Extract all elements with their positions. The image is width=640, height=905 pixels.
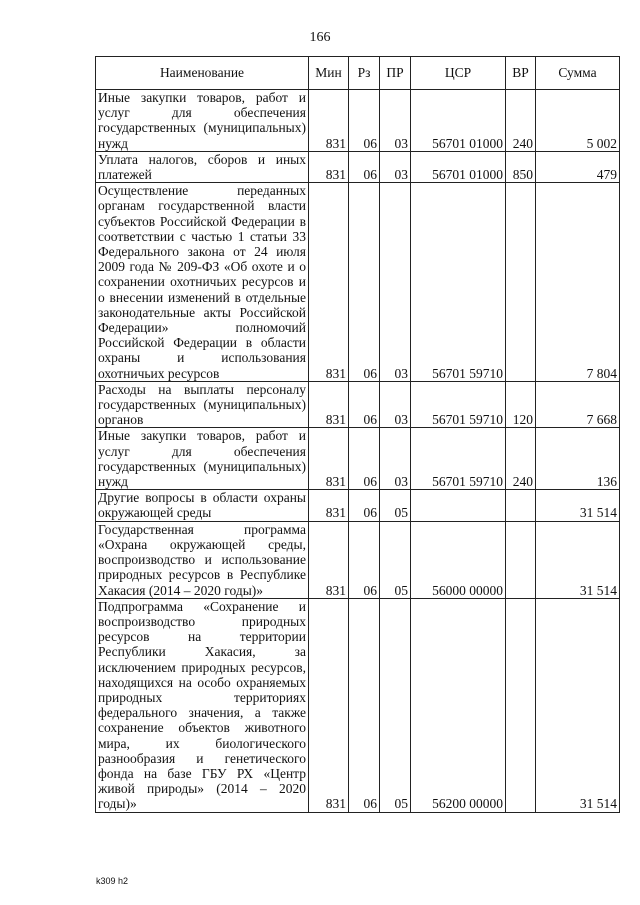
row-csr: 56701 59710 bbox=[411, 428, 506, 490]
row-vr: 120 bbox=[506, 381, 536, 428]
row-name: Иные закупки товаров, работ и услуг для обеспечения государственных (муниципальных) нужд bbox=[96, 90, 309, 152]
row-pr: 03 bbox=[380, 90, 411, 152]
row-sum: 31 514 bbox=[536, 490, 620, 521]
row-rz: 06 bbox=[349, 381, 380, 428]
row-vr bbox=[506, 598, 536, 812]
budget-table bbox=[95, 56, 620, 813]
row-csr: 56701 59710 bbox=[411, 381, 506, 428]
row-vr bbox=[506, 183, 536, 382]
header-vr: ВР bbox=[506, 57, 536, 90]
row-min: 831 bbox=[309, 151, 349, 182]
row-rz: 06 bbox=[349, 151, 380, 182]
row-pr: 05 bbox=[380, 598, 411, 812]
row-min: 831 bbox=[309, 381, 349, 428]
row-name: Другие вопросы в области охраны окружающей среды bbox=[96, 490, 309, 521]
row-rz: 06 bbox=[349, 490, 380, 521]
row-pr: 05 bbox=[380, 521, 411, 598]
row-pr: 05 bbox=[380, 490, 411, 521]
row-name: Осуществление переданных органам государственной власти субъектов Российской Федерации в соответствии с частью 1 статьи 33 Федерального закона от 24 июля 2009 года № 209-ФЗ «Об охоте и о сохранении охотничьих ресурсов и о внесении изменений в отдельные законодательные акты Российской Федерации» полномочий Российской Федерации в области охраны и использования охотничьих ресурсов bbox=[96, 183, 309, 382]
row-sum: 7 804 bbox=[536, 183, 620, 382]
row-sum: 7 668 bbox=[536, 381, 620, 428]
table-row bbox=[96, 381, 620, 428]
row-sum: 479 bbox=[536, 151, 620, 182]
row-csr bbox=[411, 490, 506, 521]
row-vr bbox=[506, 490, 536, 521]
row-csr: 56200 00000 bbox=[411, 598, 506, 812]
table-row bbox=[96, 183, 620, 382]
row-sum: 31 514 bbox=[536, 598, 620, 812]
row-vr: 240 bbox=[506, 90, 536, 152]
row-sum: 31 514 bbox=[536, 521, 620, 598]
row-rz: 06 bbox=[349, 183, 380, 382]
row-min: 831 bbox=[309, 490, 349, 521]
row-csr: 56000 00000 bbox=[411, 521, 506, 598]
header-sum: Сумма bbox=[536, 57, 620, 90]
row-min: 831 bbox=[309, 183, 349, 382]
row-name: Расходы на выплаты персоналу государственных (муниципальных) органов bbox=[96, 381, 309, 428]
row-rz: 06 bbox=[349, 598, 380, 812]
table-row bbox=[96, 428, 620, 490]
header-rz: Рз bbox=[349, 57, 380, 90]
row-rz: 06 bbox=[349, 90, 380, 152]
row-name: Подпрограмма «Сохранение и воспроизводство природных ресурсов на территории Республики Хакасия, за исключением природных ресурсов, находящихся на особо охраняемых природных территориях федерального значения, а также сохранение объектов животного мира, их биологического разнообразия и генетического фонда на базе ГБУ РХ «Центр живой природы» (2014 – 2020 годы)» bbox=[96, 598, 309, 812]
row-pr: 03 bbox=[380, 183, 411, 382]
table-row bbox=[96, 490, 620, 521]
table-row bbox=[96, 521, 620, 598]
row-csr: 56701 01000 bbox=[411, 90, 506, 152]
row-csr: 56701 01000 bbox=[411, 151, 506, 182]
row-rz: 06 bbox=[349, 521, 380, 598]
table-header-row bbox=[96, 57, 620, 90]
page-number: 166 bbox=[309, 30, 331, 45]
row-min: 831 bbox=[309, 90, 349, 152]
row-pr: 03 bbox=[380, 428, 411, 490]
row-min: 831 bbox=[309, 428, 349, 490]
row-min: 831 bbox=[309, 598, 349, 812]
row-vr bbox=[506, 521, 536, 598]
header-csr: ЦСР bbox=[411, 57, 506, 90]
row-vr: 240 bbox=[506, 428, 536, 490]
row-pr: 03 bbox=[380, 151, 411, 182]
row-pr: 03 bbox=[380, 381, 411, 428]
row-sum: 136 bbox=[536, 428, 620, 490]
table-row bbox=[96, 151, 620, 182]
header-min: Мин bbox=[309, 57, 349, 90]
header-name: Наименование bbox=[96, 57, 309, 90]
row-name: Уплата налогов, сборов и иных платежей bbox=[96, 151, 309, 182]
header-pr: ПР bbox=[380, 57, 411, 90]
row-csr: 56701 59710 bbox=[411, 183, 506, 382]
row-min: 831 bbox=[309, 521, 349, 598]
row-name: Иные закупки товаров, работ и услуг для обеспечения государственных (муниципальных) нужд bbox=[96, 428, 309, 490]
row-sum: 5 002 bbox=[536, 90, 620, 152]
row-vr: 850 bbox=[506, 151, 536, 182]
row-rz: 06 bbox=[349, 428, 380, 490]
row-name: Государственная программа «Охрана окружающей среды, воспроизводство и использование природных ресурсов в Республике Хакасия (2014 – 2020 годы)» bbox=[96, 521, 309, 598]
footer-code: k309 h2 bbox=[96, 876, 129, 886]
table-row bbox=[96, 90, 620, 152]
table-row bbox=[96, 598, 620, 812]
